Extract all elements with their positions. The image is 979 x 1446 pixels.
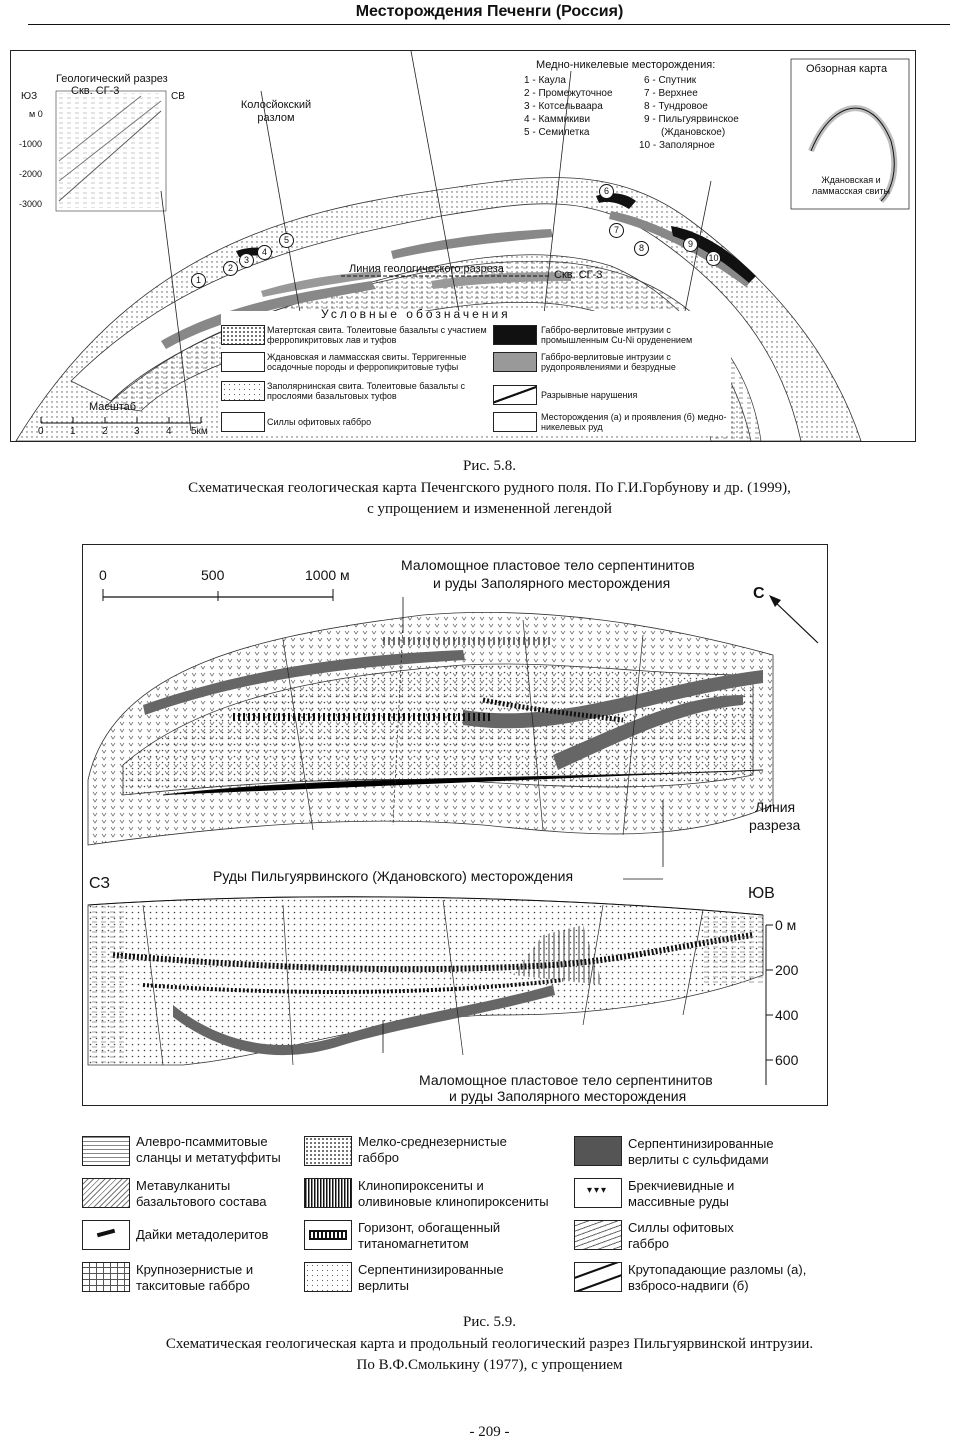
legend-text-6: Габбро-верлитовые интрузии с рудопроявлениями и безрудные (541, 352, 676, 372)
legend59-swatch-11 (304, 1262, 352, 1292)
caption-5-9-number: Рис. 5.9. (462, 1314, 517, 1330)
top-label-line1: Маломощное пластовое тело серпентинитов (401, 557, 695, 573)
legend-swatch-6 (493, 352, 537, 372)
legend-swatch-4 (221, 412, 265, 432)
overview-title: Обзорная карта (806, 63, 888, 75)
scale-tick-4: 4 (166, 426, 172, 437)
legend59-text-5b: оливиновые клинопироксениты (358, 1194, 549, 1209)
legend59-swatch-3 (574, 1136, 622, 1166)
deposit-list-9b: (Ждановское) (661, 127, 726, 138)
legend59-text-1b: сланцы и метатуффиты (136, 1150, 281, 1165)
legend-swatch-5 (493, 325, 537, 345)
section-sw: ЮЗ (21, 91, 38, 102)
legend59-text-2b: габбро (358, 1150, 400, 1165)
section-well: Скв. СГ-3 (71, 85, 120, 97)
bottom-label-line2: и руды Заполярного месторождения (449, 1088, 687, 1104)
legend59-text-10b: такситовые габбро (136, 1278, 250, 1293)
section-depth-2000: -2000 (19, 169, 43, 179)
section-depth-0: м 0 (29, 109, 43, 119)
legend-swatch-7 (493, 385, 537, 405)
nw-label: СЗ (89, 875, 111, 892)
legend59-text-10a: Крупнозернистые и (136, 1262, 254, 1277)
north-label: С (753, 585, 765, 602)
overview-label: Ждановская и ламмасская свиты (811, 175, 891, 196)
legend-text-3: Заполярнинская свита. Толеитовые базальты с прослоями базальтовых туфов (267, 381, 466, 401)
legend59-text-9a: Силлы офитовых (628, 1220, 734, 1235)
scale-1000: 1000 м (305, 567, 350, 583)
legend59-swatch-6: ▾▾▾ (574, 1178, 622, 1208)
legend-swatch-1 (221, 325, 265, 345)
ores-label: Руды Пильгуярвинского (Ждановского) месторождения (213, 868, 574, 884)
depth-0: 0 м (775, 917, 797, 933)
well-label: Скв. СГ-3 (554, 269, 603, 281)
deposit-marker-5: 5 (279, 233, 294, 248)
caption-5-9-line1: Схематическая геологическая карта и продольный геологический разрез Пильгуярвинской интрузии. (165, 1336, 814, 1352)
legend59-text-3b: верлиты с сульфидами (628, 1152, 769, 1167)
section-title: Геологический разрез (56, 73, 168, 85)
legend59-text-11b: верлиты (358, 1278, 409, 1293)
legend59-text-4b: базальтового состава (136, 1194, 267, 1209)
legend-text-2: Ждановская и ламмасская свиты. Терригенные осадочные породы и ферропикритовые туфы (267, 352, 467, 372)
scale-tick-2: 2 (102, 426, 108, 437)
deposit-list-10: 10 - Заполярное (639, 140, 715, 151)
section-line-label-1: Линия (755, 799, 796, 815)
legend59-text-12a: Крутопадающие разломы (а), (628, 1262, 807, 1277)
scale-tick-1: 1 (70, 426, 76, 437)
deposit-marker-9: 9 (683, 237, 698, 252)
deposit-list-4: 4 - Каммикиви (524, 114, 591, 125)
legend-text-4: Силлы офитовых габбро (267, 417, 372, 427)
legend59-text-6a: Брекчиевидные и (628, 1178, 735, 1193)
deposit-marker-6: 6 (599, 184, 614, 199)
legend59-swatch-1 (82, 1136, 130, 1166)
depth-600: 600 (775, 1052, 799, 1068)
bottom-label-line1: Маломощное пластовое тело серпентинитов (419, 1072, 713, 1088)
legend-5-9 (82, 1132, 842, 1302)
legend59-text-4a: Метавулканиты (136, 1178, 231, 1193)
legend59-text-8a: Горизонт, обогащенный (358, 1220, 501, 1235)
legend59-text-7a: Дайки метадолеритов (136, 1227, 269, 1242)
legend59-swatch-5 (304, 1178, 352, 1208)
scale-title: Масштаб (89, 401, 137, 413)
deposit-marker-3: 3 (239, 253, 254, 268)
section-ne: СВ (171, 91, 185, 102)
figure-5-9-map-section (82, 544, 828, 1106)
deposit-marker-7: 7 (609, 223, 624, 238)
figure-5-8-map (10, 50, 916, 442)
map-legend-title: Условные обозначения (321, 307, 511, 321)
deposit-marker-10: 10 (706, 251, 721, 266)
legend-text-5: Габбро-верлитовые интрузии с промышленным Cu-Ni оруденением (541, 325, 693, 345)
scale-tick-3: 3 (134, 426, 140, 437)
legend59-text-1a: Алевро-псаммитовые (136, 1134, 268, 1149)
deposit-list-6: 6 - Спутник (644, 75, 697, 86)
section-line-label: Линия геологического разреза (349, 263, 504, 275)
deposit-list-8: 8 - Тундровое (644, 101, 708, 112)
scale-tick-0: 0 (38, 426, 44, 437)
legend-swatch-2 (221, 352, 265, 372)
deposit-marker-8: 8 (634, 241, 649, 256)
legend59-swatch-10 (82, 1262, 130, 1292)
deposit-marker-4: 4 (257, 245, 272, 260)
scale-500: 500 (201, 567, 225, 583)
fault-label: Колосйокский разлом (240, 99, 312, 124)
section-line-label-2: разреза (749, 817, 801, 833)
legend59-text-12b: взбросо-надвиги (б) (628, 1278, 749, 1293)
legend-swatch-3 (221, 381, 265, 401)
deposit-list-3: 3 - Котсельваара (524, 101, 603, 112)
scale-tick-5: 5км (191, 426, 208, 437)
scale-0: 0 (99, 567, 107, 583)
legend59-swatch-4 (82, 1178, 130, 1208)
legend59-text-2a: Мелко-среднезернистые (358, 1134, 507, 1149)
legend59-swatch-9 (574, 1220, 622, 1250)
se-label: ЮВ (748, 885, 775, 902)
deposits-title: Медно-никелевые месторождения: (536, 59, 716, 71)
caption-5-8-number: Рис. 5.8. (462, 458, 517, 474)
deposit-list-1: 1 - Каула (524, 75, 566, 86)
caption-5-9-line2: По В.Ф.Смолькину (1977), с упрощением (356, 1357, 623, 1373)
legend59-text-5a: Клинопироксениты и (358, 1178, 484, 1193)
legend59-swatch-7 (82, 1220, 130, 1250)
legend59-text-11a: Серпентинизированные (358, 1262, 504, 1277)
running-head: Месторождения Печенги (Россия) (355, 3, 624, 20)
legend59-text-8b: титаномагнетитом (358, 1236, 469, 1251)
deposit-list-2: 2 - Промежуточное (524, 88, 613, 99)
intrusion-drawing (83, 545, 827, 1105)
deposit-list-7: 7 - Верхнее (644, 88, 698, 99)
top-label-line2: и руды Заполярного месторождения (433, 575, 671, 591)
depth-400: 400 (775, 1007, 799, 1023)
legend-text-7: Разрывные нарушения (541, 390, 638, 400)
legend-swatch-8 (493, 412, 537, 432)
legend59-text-9b: габбро (628, 1236, 670, 1251)
deposit-marker-2: 2 (223, 261, 238, 276)
section-depth-1000: -1000 (19, 139, 43, 149)
deposit-list-9: 9 - Пильгуярвинское (644, 114, 739, 125)
legend59-swatch-8 (304, 1220, 352, 1250)
legend59-swatch-2 (304, 1136, 352, 1166)
legend59-text-3a: Серпентинизированные (628, 1136, 774, 1151)
page-number: - 209 - (469, 1424, 510, 1440)
legend-text-8: Месторождения (а) и проявления (б) медно-никелевых руд (541, 412, 727, 432)
deposit-list-5: 5 - Семилетка (524, 127, 590, 138)
depth-200: 200 (775, 962, 799, 978)
legend-text-1: Матертская свита. Толеитовые базальты с участием ферропикритовых лав и туфов (267, 325, 487, 345)
caption-5-8-line2: с упрощением и измененной легендой (367, 501, 612, 517)
header-rule (28, 24, 950, 25)
section-depth-3000: -3000 (19, 199, 43, 209)
deposit-marker-1: 1 (191, 273, 206, 288)
legend59-swatch-12 (574, 1262, 622, 1292)
legend59-text-6b: массивные руды (628, 1194, 729, 1209)
caption-5-8-line1: Схематическая геологическая карта Печенгского рудного поля. По Г.И.Горбунову и др. (1999), (188, 480, 791, 496)
